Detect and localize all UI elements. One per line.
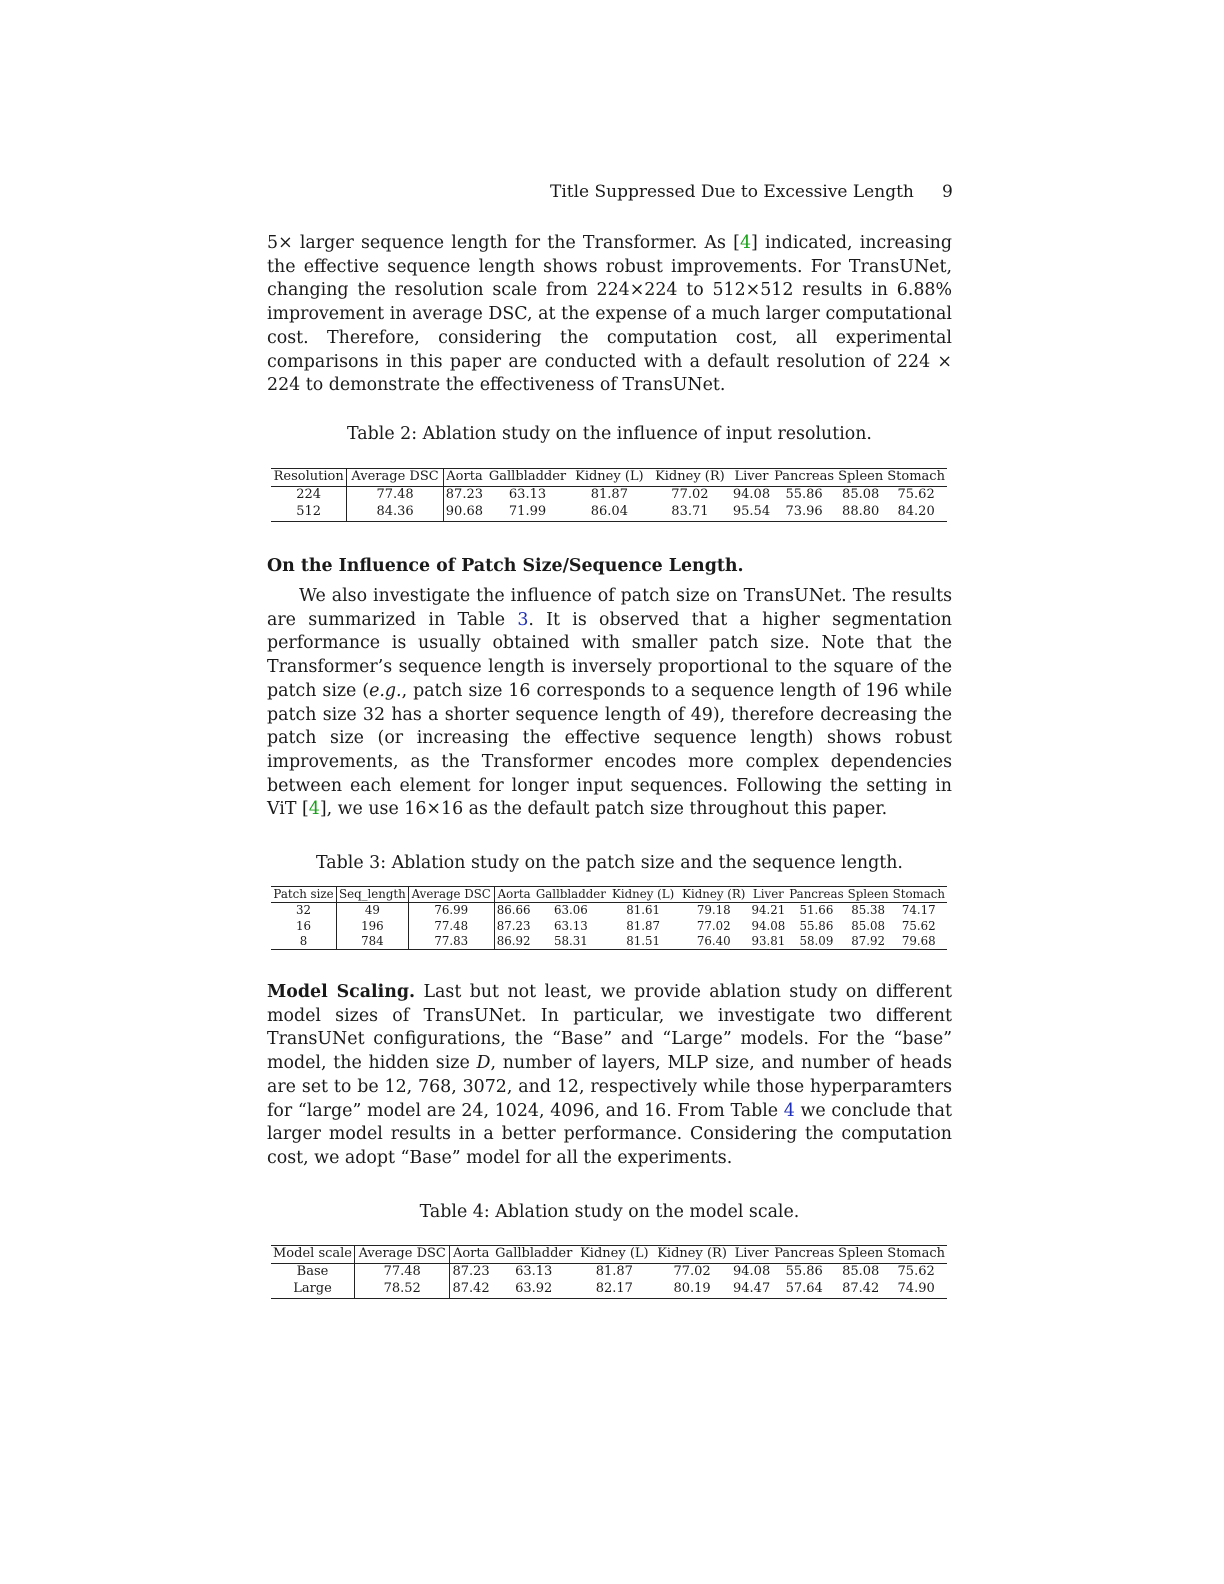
table-cell: 74.90	[897, 1280, 935, 1296]
column-header: Aorta	[446, 469, 483, 484]
paragraph-model-scaling	[267, 981, 952, 1171]
paragraph-resolution	[267, 232, 952, 398]
table-cell: 94.08	[751, 918, 786, 933]
table-cell: 55.86	[785, 1263, 823, 1279]
table-3-caption: Table 3: Ablation study on the patch size and the sequence length.	[316, 853, 903, 873]
column-header: Average DSC	[355, 1246, 450, 1264]
table-cell: 78.52	[355, 1281, 450, 1298]
table-cell: 75.62	[901, 918, 936, 933]
table-cell: 84.36	[347, 504, 443, 521]
table-cell: 87.42	[842, 1280, 880, 1296]
table-row	[271, 919, 947, 934]
column-header: Gallbladder	[535, 887, 606, 901]
paragraph-text: , number of layers, MLP size, and number of heads are set to be 12, 768, 3072, and 12, respectively while those hyperparamters for “large” model are 24, 1024, 4096, and 16. From Table	[267, 1053, 952, 1121]
table-header-row	[271, 469, 947, 487]
table-2	[271, 468, 947, 522]
table-cell: 8	[271, 934, 337, 950]
column-header: Kidney (R)	[682, 887, 746, 901]
run-in-heading: Model Scaling.	[267, 982, 416, 1002]
table-cell: 87.42	[452, 1280, 490, 1296]
column-header: Gallbladder	[488, 469, 567, 484]
table-cell: 81.87	[590, 486, 628, 502]
column-header: Pancreas	[774, 469, 835, 484]
table-cell: 79.18	[696, 903, 731, 918]
table-cell: 49	[337, 903, 409, 919]
table-cell: Base	[271, 1263, 355, 1280]
table-cell: Large	[271, 1281, 355, 1298]
table-cell: 58.09	[799, 933, 834, 948]
column-header: Kidney (L)	[575, 469, 644, 484]
paragraph-text: 5× larger sequence length for the Transformer. As [	[267, 233, 740, 253]
table-cell: 63.13	[554, 918, 588, 933]
table-cell: 87.23	[452, 1263, 490, 1279]
table-4-caption: Table 4: Ablation study on the model scale.	[419, 1202, 800, 1222]
column-header: Kidney (L)	[580, 1246, 649, 1261]
table-row	[271, 1263, 947, 1280]
table-cell: 82.17	[595, 1280, 633, 1296]
table-cell: 224	[271, 486, 347, 503]
column-header: Resolution	[271, 469, 347, 487]
table-row	[271, 504, 947, 521]
column-header: Stomach	[892, 887, 945, 901]
table-cell: 63.92	[515, 1280, 553, 1296]
section-heading-patch-size: On the Influence of Patch Size/Sequence Length.	[267, 556, 744, 576]
table-cell: 77.48	[408, 919, 494, 934]
paragraph-text: , patch size 16 corresponds to a sequence length of 196 while patch size 32 has a shorter sequence length of 49), therefore decreasing the patch size (or increasing the effective sequence length) shows robust improvements, as the Transformer encodes more complex dependencies between each element for longer input sequences. Following the setting in ViT [	[267, 680, 953, 820]
paragraph-text: ], we use 16×16 as the default patch size throughout this paper.	[319, 799, 888, 820]
column-header: Average DSC	[408, 887, 494, 903]
column-header: Kidney (L)	[612, 887, 675, 901]
table-header-row	[271, 1246, 947, 1264]
table-cell: 81.61	[626, 903, 661, 918]
column-header: Aorta	[497, 887, 531, 901]
column-header: Spleen	[847, 887, 889, 901]
paragraph-text: . It is observed that a higher segmentation performance is usually obtained with smaller patch size. Note that the Transformer’s sequence length is inversely proportional to the square of the patch size (	[267, 609, 952, 701]
table-cell: 83.71	[671, 503, 709, 519]
column-header: Seq_length	[337, 887, 409, 903]
column-header: Pancreas	[789, 887, 844, 901]
table-cell: 77.02	[673, 1263, 711, 1279]
citation-link[interactable]: 4	[308, 799, 320, 820]
table-cell: 74.17	[901, 903, 936, 918]
paragraph-text: we conclude that larger model results in a better performance. Considering the computation cost, we adopt “Base” model for all the experiments.	[267, 1100, 952, 1168]
table-cell: 85.08	[851, 918, 885, 933]
paragraph-patch-size	[267, 585, 952, 822]
column-header: Spleen	[838, 469, 884, 484]
table-cell: 73.96	[785, 503, 823, 519]
math-variable: D	[476, 1053, 491, 1074]
table-cell: 75.62	[897, 1263, 935, 1279]
citation-link[interactable]: 4	[739, 233, 752, 253]
column-header: Liver	[734, 1246, 769, 1261]
table-header-row	[271, 887, 947, 903]
table-reference-link[interactable]: 4	[783, 1100, 795, 1121]
table-cell: 86.66	[496, 903, 531, 918]
page-number: 9	[942, 182, 953, 202]
paragraph-text: Last but not least, we provide ablation study on different model sizes of TransUNet. In particular, we investigate two different TransUNet configurations, the “Base” and “Large” models. For the “base” model, the hidden size	[267, 982, 952, 1074]
table-4	[271, 1245, 947, 1299]
table-cell: 76.99	[408, 903, 494, 919]
table-cell: 79.68	[901, 933, 936, 948]
table-cell: 55.86	[799, 918, 834, 933]
table-cell: 94.08	[733, 1263, 771, 1279]
table-cell: 85.38	[851, 903, 885, 918]
table-cell: 63.06	[554, 903, 588, 918]
column-header: Average DSC	[347, 469, 443, 487]
table-cell: 58.31	[554, 933, 588, 948]
column-header: Liver	[752, 887, 784, 901]
column-header: Stomach	[887, 1246, 945, 1261]
table-row	[271, 1281, 947, 1298]
table-row	[271, 486, 947, 503]
column-header: Aorta	[452, 1246, 490, 1261]
column-header: Liver	[734, 469, 769, 484]
table-cell: 32	[271, 903, 337, 919]
table-cell: 84.20	[897, 503, 935, 519]
table-cell: 88.80	[842, 503, 880, 519]
table-cell: 87.92	[851, 933, 885, 948]
table-cell: 55.86	[785, 486, 823, 502]
table-cell: 85.08	[842, 486, 880, 502]
table-cell: 81.87	[595, 1263, 633, 1279]
table-reference-link[interactable]: 3	[517, 609, 529, 630]
column-header: Kidney (R)	[655, 469, 725, 484]
column-header: Kidney (R)	[657, 1246, 727, 1261]
column-header: Stomach	[887, 469, 945, 484]
table-cell: 90.68	[445, 503, 483, 519]
table-row	[271, 934, 947, 950]
table-2-caption: Table 2: Ablation study on the influence of input resolution.	[347, 424, 872, 444]
table-cell: 57.64	[785, 1280, 823, 1296]
table-cell: 81.51	[626, 933, 661, 948]
table-cell: 512	[271, 504, 347, 521]
table-3	[271, 886, 947, 950]
column-header: Patch size	[271, 887, 337, 903]
table-cell: 71.99	[508, 503, 547, 519]
table-cell: 87.23	[496, 918, 531, 933]
column-header: Pancreas	[774, 1246, 835, 1261]
table-cell: 85.08	[842, 1263, 880, 1279]
table-cell: 86.92	[496, 933, 531, 948]
table-cell: 77.02	[696, 918, 731, 933]
table-cell: 51.66	[799, 903, 834, 918]
paragraph-text: We also investigate the influence of patch size on TransUNet. The results are summarized in Table	[267, 586, 952, 630]
table-cell: 94.21	[751, 903, 786, 918]
table-cell: 94.08	[732, 486, 771, 502]
table-cell: 87.23	[445, 486, 483, 502]
column-header: Gallbladder	[495, 1246, 573, 1261]
table-cell: 80.19	[673, 1280, 711, 1296]
table-cell: 76.40	[696, 933, 731, 948]
table-cell: 77.48	[347, 486, 443, 503]
paragraph-text: ] indicated, increasing the effective sequence length shows robust improvements. For TransUNet, changing the resolution scale from 224×224 to 512×512 results in 6.88% improvement in average DSC, at the expense of a much larger computational cost. Therefore, considering the computation cost, all experimental comparisons in this paper are conducted with a default resolution of 224 × 224 to demonstrate the effectiveness of TransUNet.	[267, 233, 952, 396]
table-cell: 93.81	[751, 933, 786, 948]
table-cell: 94.47	[733, 1280, 771, 1296]
column-header: Model scale	[271, 1246, 355, 1264]
running-header-title: Title Suppressed Due to Excessive Length	[550, 182, 914, 202]
table-cell: 63.13	[508, 486, 547, 502]
table-cell: 77.02	[671, 486, 709, 502]
table-cell: 784	[337, 934, 409, 950]
italic-text: e.g.	[369, 680, 402, 701]
table-cell: 16	[271, 919, 337, 934]
table-cell: 77.83	[408, 934, 494, 950]
table-cell: 81.87	[626, 918, 661, 933]
table-cell: 75.62	[897, 486, 935, 502]
table-cell: 77.48	[355, 1263, 450, 1280]
table-cell: 86.04	[590, 503, 628, 519]
column-header: Spleen	[838, 1246, 884, 1261]
table-row	[271, 903, 947, 919]
table-cell: 196	[337, 919, 409, 934]
table-cell: 95.54	[732, 503, 771, 519]
table-cell: 63.13	[515, 1263, 553, 1279]
